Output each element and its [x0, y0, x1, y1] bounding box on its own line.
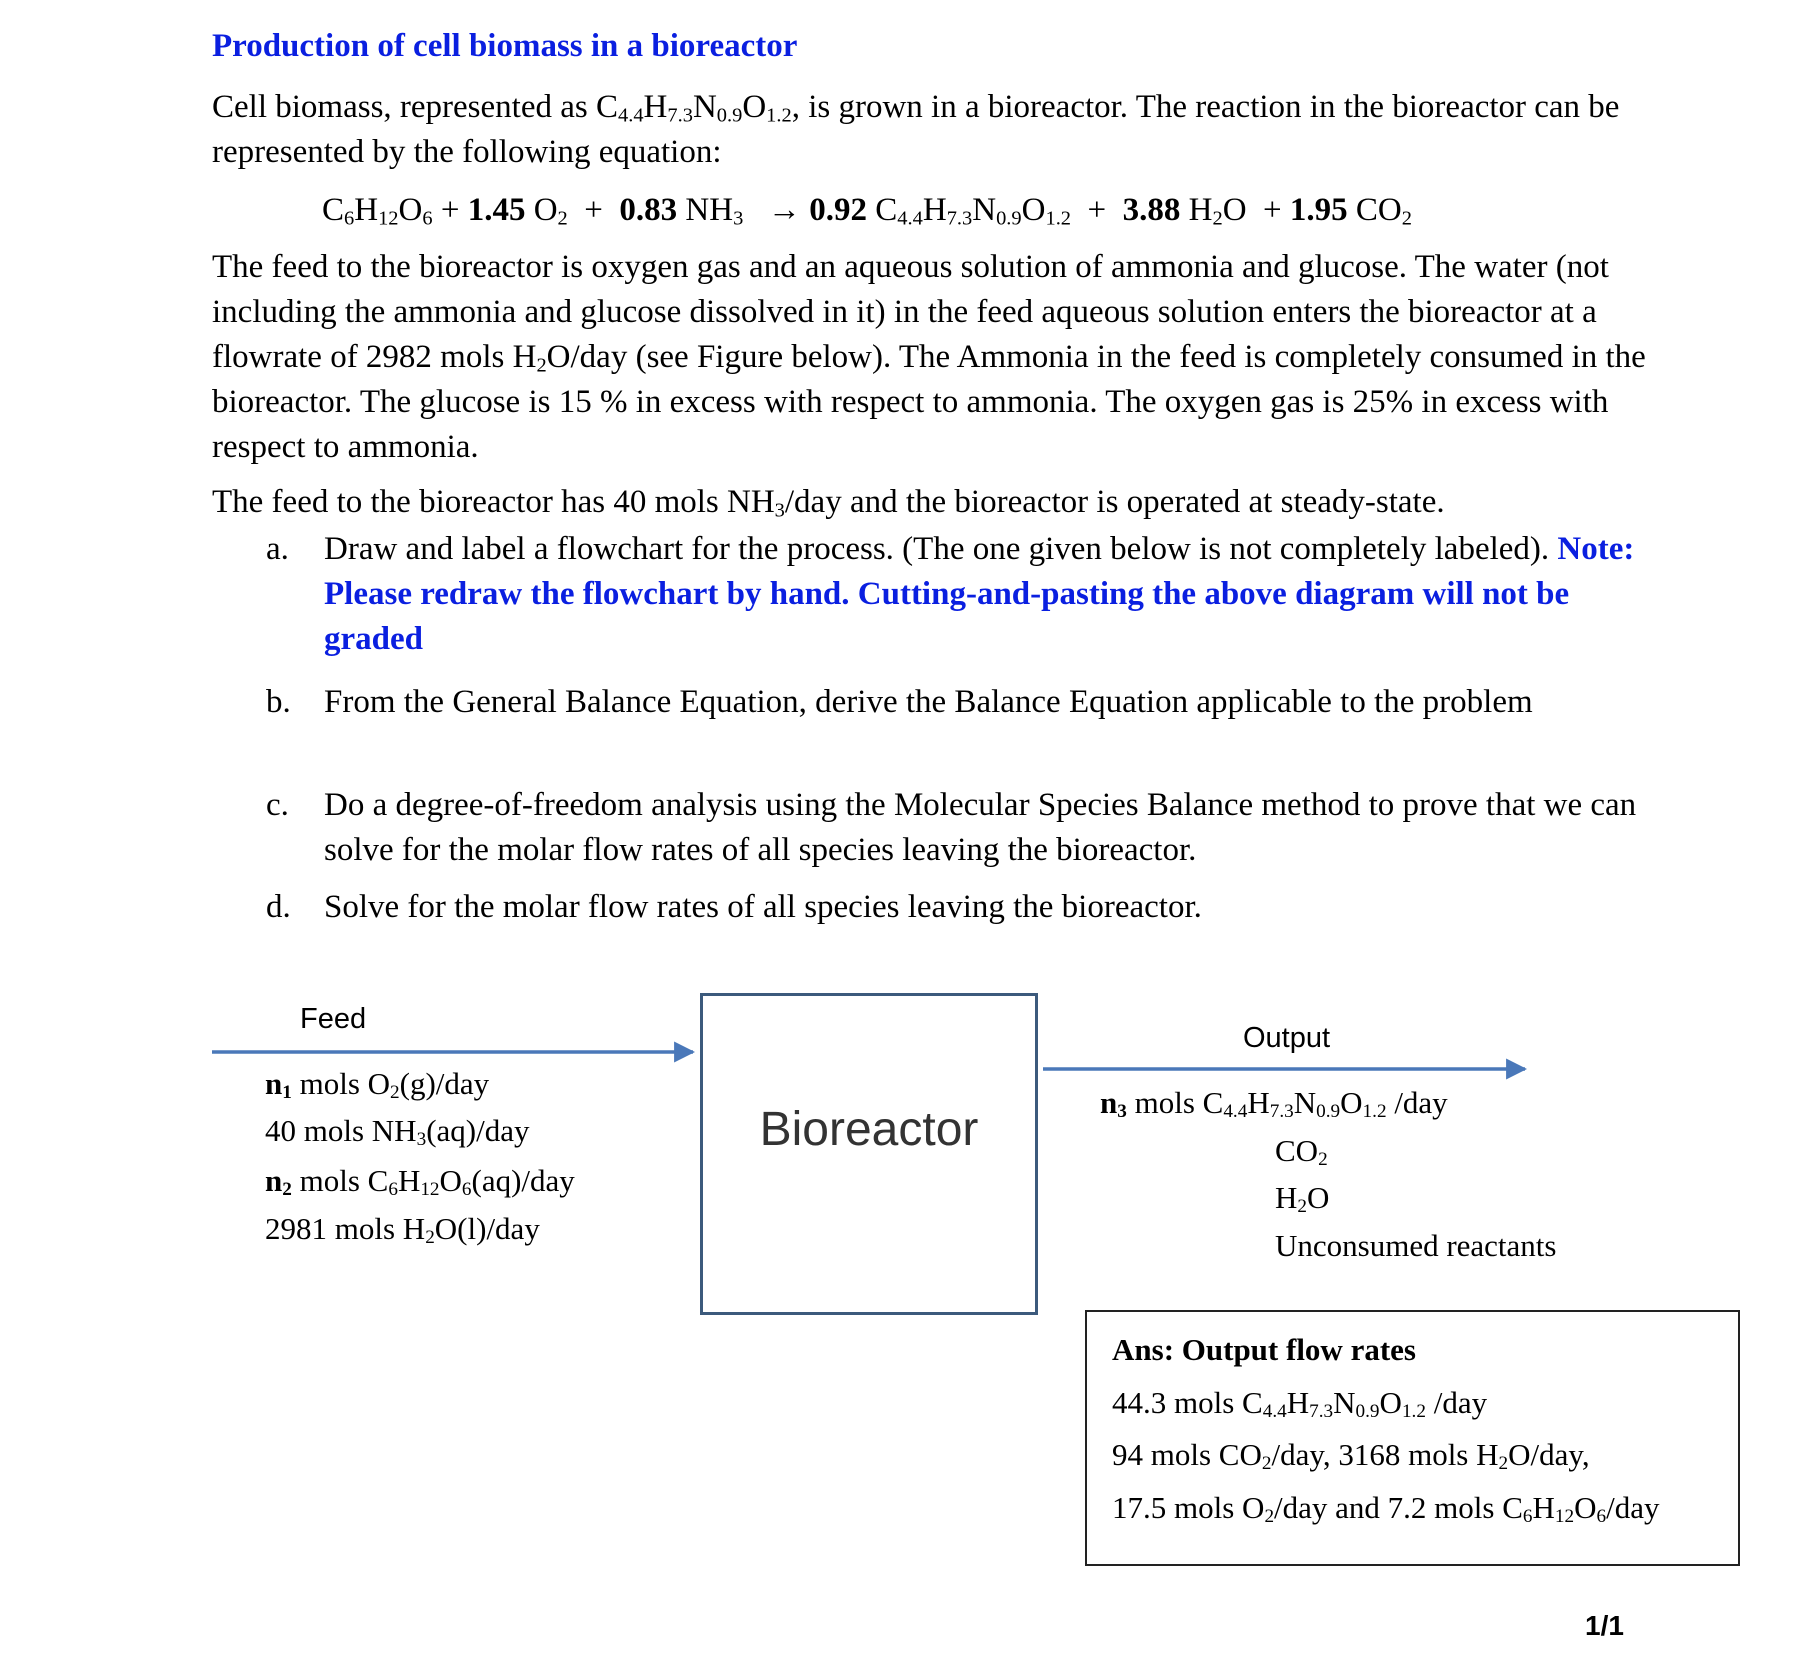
- page-number: 1/1: [1585, 1610, 1624, 1641]
- answer-line-1: 44.3 mols $C_{4.4}H_{7.3}N_{0.9}O_{1.2}$ /day: [1112, 1385, 1488, 1423]
- eq-co2: $CO_2$: [1355, 192, 1412, 230]
- output-line-co2: $CO_2$: [1275, 1133, 1328, 1171]
- feed-line-o2: [265, 1066, 489, 1102]
- feed-line-water: 2981 mols $H_2O(l)$/day: [265, 1211, 540, 1249]
- eq-coef-biomass: 0.92: [809, 192, 868, 228]
- feed-water-formula: $H_2O$: [512, 339, 571, 377]
- list-item-label: c.: [266, 787, 289, 823]
- ammonia-subscript: 3: [774, 499, 785, 522]
- list-item-label: d.: [266, 889, 291, 925]
- ammonia-paragraph-text-2: /day and the bioreactor is operated at steady-state.: [784, 484, 1445, 520]
- n2-variable: $n_2$: [265, 1163, 292, 1201]
- list-item-text: From the General Balance Equation, derive the Balance Equation applicable to the problem: [324, 684, 1533, 720]
- eq-nh3: $NH_3$: [685, 192, 744, 230]
- eq-arrow: →: [768, 192, 802, 228]
- n1-variable: $n_1$: [265, 1066, 292, 1104]
- intro-text-2: , is grown in a bioreactor. The reaction in the bioreactor can be represented by the following equation:: [212, 89, 1620, 170]
- eq-coef-co2: 1.95: [1289, 192, 1348, 228]
- list-item-label: b.: [266, 684, 291, 720]
- eq-h2o: $H_2O$: [1188, 192, 1247, 230]
- feed-line-glucose: [265, 1163, 575, 1199]
- eq-coef-o2: 1.45: [467, 192, 526, 228]
- answer-box: [1085, 1310, 1740, 1566]
- eq-coef-nh3: 0.83: [619, 192, 678, 228]
- output-label: Output: [1243, 1022, 1331, 1054]
- eq-glucose: $C_6H_{12}O_6$: [322, 192, 433, 230]
- page-title: Production of cell biomass in a bioreactor: [212, 28, 798, 64]
- ammonia-paragraph-text-1: The feed to the bioreactor has 40 mols NH: [212, 484, 775, 520]
- answer-heading: Ans: Output flow rates: [1112, 1332, 1416, 1367]
- item-a-text: Draw and label a flowchart for the process. (The one given below is not completely labeled).: [324, 531, 1550, 567]
- reaction-equation: $C_6H_{12}O_6 + 1.45$ $O_2 + 0.83$ $NH_3$ → 0.92 $C_{4.4}H_{7.3}N_{0.9}O_{1.2} + 3.88$ $H_2O + 1.95$ $CO_2$: [322, 192, 1412, 230]
- output-line-unconsumed: Unconsumed reactants: [1275, 1228, 1557, 1263]
- item-a-note: Note: Please redraw the flowchart by hand. Cutting-and-pasting the above diagram will not be graded: [324, 531, 1635, 657]
- output-line-h2o: $H_2O$: [1275, 1180, 1330, 1218]
- n3-variable: $n_3$: [1100, 1085, 1127, 1123]
- feed-line-glucose-text: mols $C_6H_{12}O_6(aq)$/day: [291, 1163, 575, 1201]
- output-line-biomass: [1100, 1085, 1448, 1121]
- list-item-label: a.: [266, 531, 289, 567]
- eq-o2: $O_2$: [533, 192, 568, 230]
- feed-paragraph-text-2: /day (see Figure below). The Ammonia in the feed is completely consumed in the bioreactor. The glucose is 15 % in excess with respect to ammonia. The oxygen gas is 25% in excess with respect to ammonia.: [212, 339, 1646, 465]
- biomass-formula: $C_{4.4}H_{7.3}N_{0.9}O_{1.2}$: [595, 89, 792, 127]
- bioreactor-label: Bioreactor: [759, 1103, 979, 1156]
- answer-line-3: 17.5 mols $O_2$/day and 7.2 mols $C_6H_{12}O_6$/day: [1112, 1490, 1660, 1528]
- bioreactor-box: [700, 993, 1038, 1315]
- feed-label: Feed: [300, 1003, 367, 1035]
- feed-line-nh3: 40 mols $NH_3(aq)$/day: [265, 1113, 530, 1151]
- eq-coef-h2o: 3.88: [1122, 192, 1181, 228]
- eq-biomass: $C_{4.4}H_{7.3}N_{0.9}O_{1.2}$: [875, 192, 1072, 230]
- answer-line-2: 94 mols $CO_2$/day, 3168 mols $H_2O$/day,: [1112, 1437, 1590, 1475]
- feed-line-o2-text: mols $O_2(g)$/day: [291, 1066, 490, 1104]
- intro-text-1: Cell biomass, represented as: [212, 89, 588, 125]
- feed-paragraph-text-1: The feed to the bioreactor is oxygen gas and an aqueous solution of ammonia and glucose. The water (not including the ammonia and glucose dissolved in it) in the feed aqueous solution enters the bioreactor at a flowrate of 2982 mols: [212, 249, 1609, 375]
- list-item-text: Do a degree-of-freedom analysis using the Molecular Species Balance method to prove that we can solve for the molar flow rates of all species leaving the bioreactor.: [324, 787, 1637, 868]
- output-line-biomass-text: mols $C_{4.4}H_{7.3}N_{0.9}O_{1.2}$ /day: [1126, 1085, 1448, 1123]
- list-item-text: Solve for the molar flow rates of all species leaving the bioreactor.: [324, 889, 1202, 925]
